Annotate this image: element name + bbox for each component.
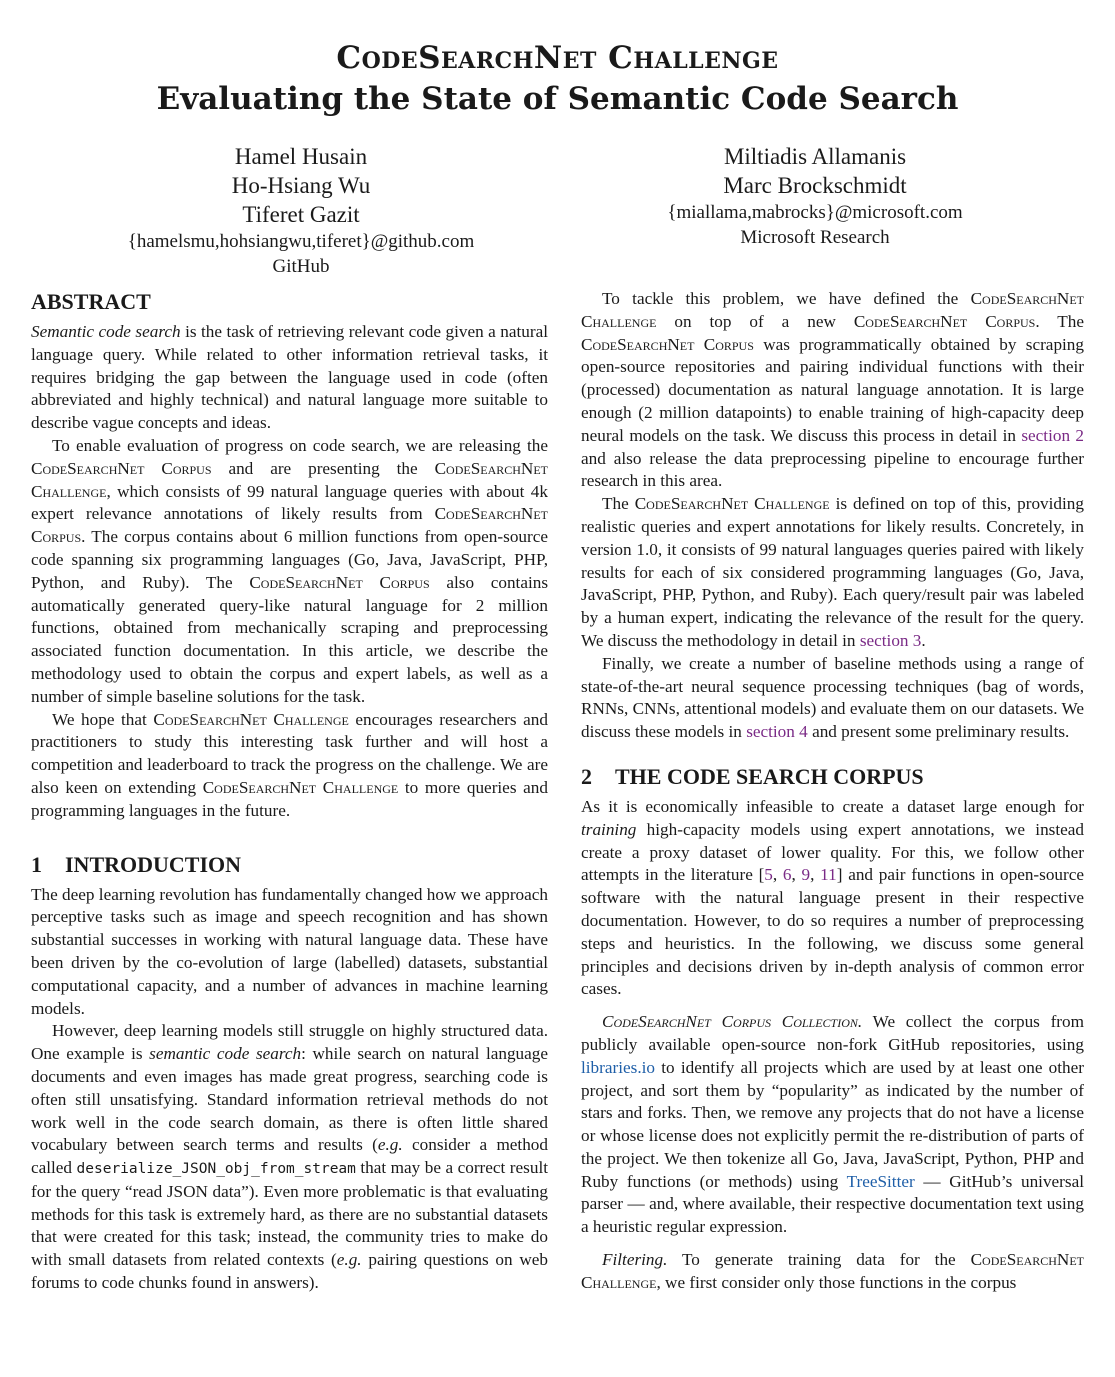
intro-paragraph-3 [581, 288, 1084, 493]
author-affiliation: Microsoft Research [740, 227, 890, 248]
section2-paragraph-1 [581, 796, 1084, 1001]
abstract-heading: ABSTRACT [31, 289, 151, 314]
text-run: To tackle this problem, we have defined the [602, 289, 971, 308]
intro-paragraph-4 [581, 493, 1084, 653]
text-run: . [921, 630, 926, 650]
libraries-io-link[interactable]: libraries.io [581, 1057, 655, 1077]
text-run: encourages researchers and practitioners to study this interesting task further and will host a competition and leaderboard to track the progress on the challenge. We are also keen on extending [31, 709, 548, 797]
corpus-name: CodeSearchNet Corpus [249, 572, 430, 592]
intro-paragraph-1: The deep learning revolution has fundamentally changed how we approach perceptive tasks such as image and speech recognition and has shown substantial successes in working with natural language data. These have been driven by the co-evolution of large (labelled) datasets, substantial computational capacity, and a number of advances in machine learning models. [31, 884, 548, 1018]
author-block-github [31, 142, 571, 279]
text-run: To generate training data for the [667, 1250, 971, 1270]
text-run: . The [1035, 311, 1084, 331]
citation-link[interactable]: 5 [764, 865, 773, 885]
text-run: As it is economically infeasible to create a dataset large enough for [581, 796, 1084, 816]
text-run: consider a method called [31, 1135, 548, 1178]
text-run: and are presenting the [211, 458, 435, 478]
emphasis: training [581, 819, 637, 839]
text-run: However, deep learning models still struggle on highly structured data. One example is [31, 1021, 548, 1064]
abstract-paragraph-3 [31, 709, 548, 823]
citation-link[interactable]: 11 [820, 865, 837, 885]
section-title: INTRODUCTION [65, 851, 242, 877]
section-number: 2 [581, 763, 592, 789]
section2-paragraph-collection [581, 1011, 1084, 1239]
emphasis: e.g. [336, 1250, 362, 1270]
author-email: {hamelsmu,hohsiangwu,tiferet}@github.com [127, 231, 475, 252]
challenge-name: CodeSearchNet Challenge [581, 289, 1084, 331]
challenge-name: CodeSearchNet Challenge [634, 494, 830, 514]
corpus-name: CodeSearchNet Corpus [581, 334, 754, 354]
title-line-1: CodeSearchNet Challenge [336, 40, 779, 76]
text-run: was programmatically obtained by scraping open-source repositories and pairing individual functions with their (processed) documentation as natural language annotation. It is large enough (2 million datapoints) to enable training of high-capacity deep neural models on the task. We discuss this process in detail in [581, 334, 1084, 445]
text-run: high-capacity models using expert annotations, we instead create a proxy dataset of lower quality. For this, we follow other attempts in the literature [ [581, 819, 1084, 885]
section-heading-introduction [31, 851, 548, 879]
section-number: 1 [31, 851, 42, 877]
text-run: that may be a correct result for the query “read JSON data”). Even more problematic is that evaluating methods for this task is extremely hard, as there are no substantial datasets that were created for this task; instead, the community tries to make do with small datasets from related contexts ( [31, 1158, 548, 1270]
author-name: Hamel Husain [234, 144, 368, 169]
citation-separator: , [791, 865, 802, 885]
text-run: We hope that [52, 709, 154, 729]
author-email: {miallama,mabrocks}@microsoft.com [667, 202, 963, 223]
treesitter-link[interactable]: TreeSitter [846, 1171, 915, 1191]
text-run: to identify all projects which are used by at least one other project, and sort them by “popularity” as indicated by the number of stars and forks. Then, we remove any projects that do not have a license or whose license does not explicitly permit the re-distribution of parts of the project. We then tokenize all Go, Java, JavaScript, Python, PHP and Ruby functions (or methods) using [581, 1057, 1084, 1191]
text-run: — GitHub’s universal parser — and, where available, their respective documentation text using a heuristic regular expression. [581, 1171, 1084, 1237]
text-run: and also release the data preprocessing pipeline to encourage further research in this area. [581, 448, 1084, 491]
author-affiliation: GitHub [272, 256, 330, 277]
text-run: To enable evaluation of progress on code search, we are releasing the [52, 435, 548, 455]
text-run: to more queries and programming languages in the future. [31, 777, 548, 820]
emphasis: e.g. [377, 1135, 403, 1155]
citation-link[interactable]: 6 [782, 865, 792, 885]
corpus-name: CodeSearchNet Corpus [31, 458, 212, 478]
challenge-name: CodeSearchNet Challenge [581, 1250, 1084, 1292]
text-run: and present some preliminary results. [807, 722, 1070, 742]
text-run: : while search on natural language documents and even images has made great progress, searching code is often still unsatisfying. Standard information retrieval methods do not work well in the code search domain, as there is often little shared vocabulary between search terms and results ( [31, 1044, 548, 1155]
corpus-name: CodeSearchNet Corpus [31, 504, 548, 547]
text-run: , which consists of 99 natural language queries with about 4k expert relevance annotations of likely results from [31, 481, 548, 524]
text-run: We collect the corpus from publicly available open-source non-fork GitHub repositories, using [581, 1012, 1084, 1054]
abstract-paragraph-1 [31, 321, 548, 435]
citation-link[interactable]: 9 [801, 865, 811, 885]
challenge-name: CodeSearchNet Challenge [202, 777, 399, 797]
corpus-name: CodeSearchNet Corpus [853, 311, 1036, 331]
author-name: Tiferet Gazit [242, 202, 360, 227]
paragraph-title: CodeSearchNet Corpus Collection. [602, 1012, 863, 1032]
text-run: ] and pair functions in open-source software with the natural language present in their respective documentation. However, to do so requires a number of preprocessing steps and heuristics. In the following, we discuss some general principles and decisions driven by in-depth analysis of common error cases. [581, 865, 1084, 999]
title-line-2: Evaluating the State of Semantic Code Search [156, 81, 959, 117]
emphasis: Semantic code search [31, 322, 181, 341]
text-run: on top of a new [656, 311, 854, 331]
challenge-name: CodeSearchNet Challenge [31, 458, 549, 501]
section-2-link[interactable]: section 2 [1021, 425, 1085, 445]
paper-title [0, 38, 1115, 120]
intro-paragraph-2 [31, 1020, 548, 1295]
citation-separator: , [772, 865, 783, 885]
text-run: Finally, we create a number of baseline methods using a range of state-of-the-art neural sequence processing techniques (bag of words, RNNs, CNNs, attentional models) and evaluate them on our datasets. We discuss these models in [581, 653, 1084, 742]
author-name: Ho-Hsiang Wu [231, 173, 371, 198]
author-name: Miltiadis Allamanis [723, 144, 907, 169]
section-heading-code-search-corpus [581, 763, 1084, 791]
emphasis: semantic code search [149, 1044, 302, 1064]
text-run: pairing questions on web forums to code chunks found in answers). [31, 1250, 548, 1293]
code-identifier: deserialize_JSON_obj_from_stream [76, 1161, 356, 1178]
right-column [581, 288, 1084, 1295]
section-title: THE CODE SEARCH CORPUS [615, 763, 924, 789]
author-block-microsoft [545, 142, 1085, 250]
text-run: The [602, 494, 635, 514]
section-3-link[interactable]: section 3 [859, 630, 922, 650]
left-column [31, 288, 548, 1295]
citation-separator: , [810, 865, 821, 885]
abstract-paragraph-2 [31, 435, 548, 709]
section2-paragraph-filtering [581, 1249, 1084, 1295]
text-run: is the task of retrieving relevant code given a natural language query. While related to other information retrieval tasks, it requires bridging the gap between the language used in code (often abbreviated and highly technical) and natural language more suitable to describe vague concepts and ideas. [31, 322, 548, 433]
text-run: . The corpus contains about 6 million functions from open-source code spanning six programming languages (Go, Java, JavaScript, PHP, Python, and Ruby). The [31, 527, 548, 592]
text-run: is defined on top of this, providing realistic queries and expert annotations for likely results. Concretely, in version 1.0, it consists of 99 natural languages queries paired with likely results for each of six considered programming languages (Go, Java, JavaScript, PHP, Python, and Ruby). Each query/result pair was labeled by a human expert, indicating the relevance of the result for the query. We discuss the methodology in detail in [581, 494, 1084, 650]
paragraph-title: Filtering. [602, 1250, 668, 1270]
section-4-link[interactable]: section 4 [746, 722, 808, 742]
text-run: , we first consider only those functions in the corpus [656, 1272, 1017, 1292]
author-name: Marc Brockschmidt [723, 173, 907, 198]
challenge-name: CodeSearchNet Challenge [153, 709, 349, 729]
text-run: also contains automatically generated query-like natural language for 2 million functions, obtained from mechanically scraping and preprocessing associated function documentation. In this article, we describe the methodology used to obtain the corpus and expert labels, as well as a number of simple baseline solutions for the task. [31, 572, 549, 706]
intro-paragraph-5 [581, 653, 1084, 744]
